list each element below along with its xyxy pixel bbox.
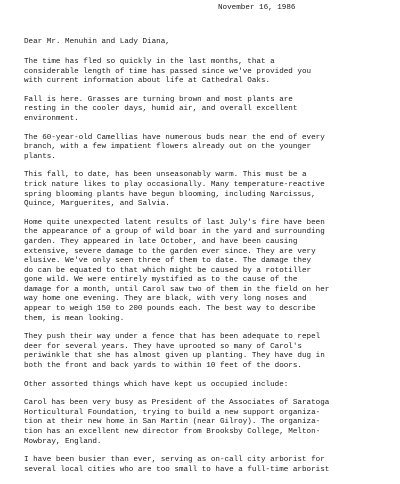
letter-body — [24, 58, 394, 484]
letter-line: environment. — [24, 114, 79, 123]
letter-line: plants. — [24, 152, 56, 161]
letter-paragraph — [24, 399, 394, 447]
letter-line: This fall, to date, has been unseasonably warm. This must be a — [24, 171, 307, 180]
letter-line: do can be equated to that which might be caused by a rototiller — [24, 266, 312, 275]
letter-line: way home one evening. They are black, with very long noses and — [24, 295, 307, 304]
letter-line: Quince, Marguerites, and Salvia. — [24, 200, 170, 209]
letter-line: spring blooming plants have begun blooming, including Narcissus, — [24, 190, 316, 199]
letter-line: trick nature likes to play occasionally. Many temperature-reactive — [24, 180, 325, 189]
letter-line: damage for a month, until Carol saw two of them in the field on her — [24, 285, 330, 294]
letter-paragraph — [24, 171, 394, 209]
letter-date: November 16, 1986 — [218, 4, 296, 12]
letter-line: Mowbray, England. — [24, 437, 102, 446]
letter-line: I have been busier than ever, serving as on-call city arborist for — [24, 456, 325, 465]
letter-line: Other assorted things which have kept us occupied include: — [24, 380, 289, 389]
letter-salutation: Dear Mr. Menuhin and Lady Diana, — [24, 38, 170, 46]
letter-line: tion has an excellent new director from Brooksby College, Melton- — [24, 428, 321, 436]
letter-paragraph — [24, 333, 394, 371]
letter-line: Horticultural Foundation, trying to build a new support organiza- — [24, 408, 321, 417]
letter-line: garden. They appeared in late October, and have been causing — [24, 237, 298, 246]
letter-line: They push their way under a fence that has been adequate to repel — [24, 333, 321, 342]
letter-line: resting in the cooler days, humid air, and overall excellent — [24, 105, 298, 114]
letter-paragraph — [24, 134, 394, 163]
letter-line: branch, with a few impatient flowers already out on the younger — [24, 143, 312, 152]
letter-line: the appearance of a group of wild boar in the yard and surrounding — [24, 228, 325, 237]
letter-line: extensive, severe damage to the garden ever since. They are very — [24, 247, 316, 256]
letter-line: The time has fled so quickly in the last months, that a — [24, 58, 275, 66]
letter-line: gone wild. We were entirely mystified as to the cause of the — [24, 276, 298, 285]
letter-line: elusive. We've only seen three of them to date. The damage they — [24, 257, 312, 266]
letter-line: considerable length of time has passed since we've provided you — [24, 67, 312, 76]
letter-line: tion at their new home in San Martin (near Gilroy). The organiza- — [24, 418, 321, 427]
letter-line: Carol has been very busy as President of the Associates of Saratoga — [24, 399, 330, 408]
letter-line: Fall is here. Grasses are turning brown and most plants are — [24, 95, 293, 104]
letter-line: both the front and back yards to within 10 feet of the doors. — [24, 362, 302, 371]
letter-line: them, is mean looking. — [24, 314, 125, 323]
letter-paragraph — [24, 381, 394, 391]
letter-line: deer for several years. They have uprooted so many of Carol's — [24, 342, 302, 351]
letter-line: Home quite unexpected latent results of last July's fire have been — [24, 218, 325, 227]
letter-paragraph — [24, 219, 394, 325]
letter-line: appear to weigh 150 to 200 pounds each. The best way to describe — [24, 305, 316, 314]
letter-paragraph — [24, 58, 394, 87]
letter-line: periwinkle that she has almost given up planting. They have dug in — [24, 352, 325, 361]
letter-line: The 60-year-old Camellias have numerous buds near the end of every — [24, 133, 325, 142]
letter-line: several local cities who are too small to have a full-time arborist — [24, 465, 330, 474]
letter-paragraph — [24, 456, 394, 475]
letter-line: with current information about life at Cathedral Oaks. — [24, 77, 271, 86]
letter-paragraph — [24, 96, 394, 125]
